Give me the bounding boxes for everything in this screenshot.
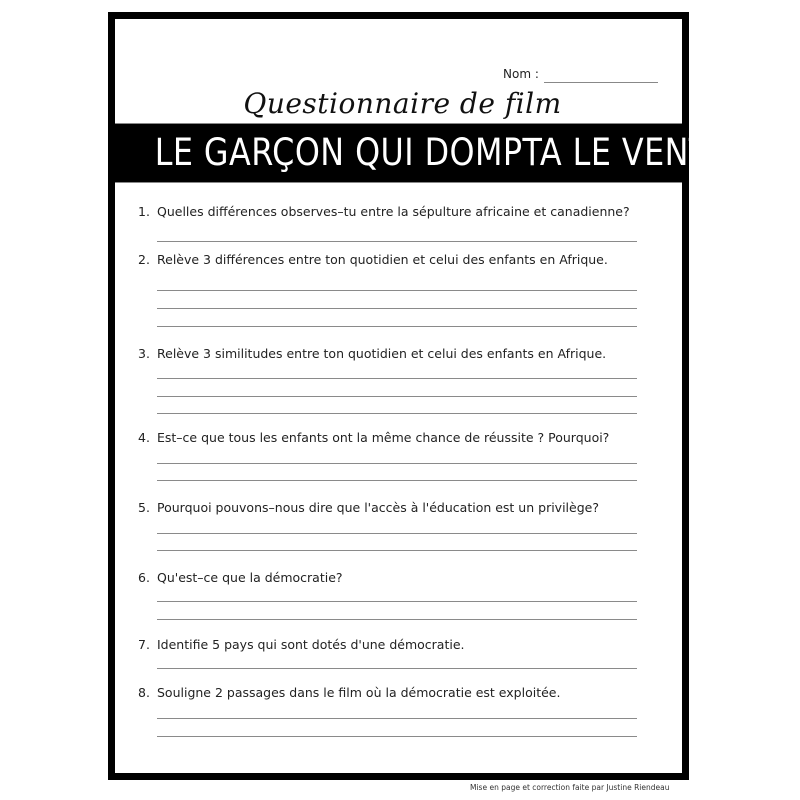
question-number: 3. (138, 346, 150, 361)
answer-line[interactable] (157, 413, 637, 414)
answer-line[interactable] (157, 326, 637, 327)
answer-line[interactable] (157, 550, 637, 551)
question-7 (138, 637, 658, 653)
answer-line[interactable] (157, 619, 637, 620)
answer-line[interactable] (157, 736, 637, 737)
answer-line[interactable] (157, 378, 637, 379)
answer-line[interactable] (157, 396, 637, 397)
question-number: 5. (138, 500, 150, 515)
question-text: Quelles différences observes–tu entre la sépulture africaine et canadienne? (157, 204, 630, 219)
question-text: Est–ce que tous les enfants ont la même chance de réussite ? Pourquoi? (157, 430, 610, 445)
answer-line[interactable] (157, 718, 637, 719)
answer-line[interactable] (157, 668, 637, 669)
worksheet-subtitle: Questionnaire de film (243, 87, 562, 120)
answer-line[interactable] (157, 463, 637, 464)
question-text: Qu'est–ce que la démocratie? (157, 570, 343, 585)
question-1 (138, 204, 658, 220)
question-text: Souligne 2 passages dans le film où la démocratie est exploitée. (157, 685, 561, 700)
answer-line[interactable] (157, 533, 637, 534)
question-2 (138, 252, 658, 268)
answer-line[interactable] (157, 290, 637, 291)
question-text: Relève 3 similitudes entre ton quotidien et celui des enfants en Afrique. (157, 346, 607, 361)
title-band (115, 123, 709, 183)
question-text: Pourquoi pouvons–nous dire que l'accès à l'éducation est un privilège? (157, 500, 599, 515)
answer-line[interactable] (157, 480, 637, 481)
question-number: 8. (138, 685, 150, 700)
question-text: Relève 3 différences entre ton quotidien et celui des enfants en Afrique. (157, 252, 608, 267)
question-number: 7. (138, 637, 150, 652)
answer-line[interactable] (157, 601, 637, 602)
answer-line[interactable] (157, 241, 637, 242)
question-number: 6. (138, 570, 150, 585)
question-4 (138, 430, 658, 446)
question-3 (138, 346, 658, 362)
name-label: Nom : (503, 67, 539, 81)
footer-credit: Mise en page et correction faite par Justine Riendeau (470, 783, 670, 792)
question-text: Identifie 5 pays qui sont dotés d'une démocratie. (157, 637, 465, 652)
name-input-line[interactable] (544, 82, 658, 83)
question-8 (138, 685, 658, 701)
worksheet-title: LE GARÇON QUI DOMPTA LE VENT (154, 131, 709, 174)
worksheet-page (108, 12, 709, 780)
question-number: 1. (138, 204, 150, 219)
question-6 (138, 570, 658, 586)
question-number: 2. (138, 252, 150, 267)
question-5 (138, 500, 658, 516)
question-number: 4. (138, 430, 150, 445)
answer-line[interactable] (157, 308, 637, 309)
